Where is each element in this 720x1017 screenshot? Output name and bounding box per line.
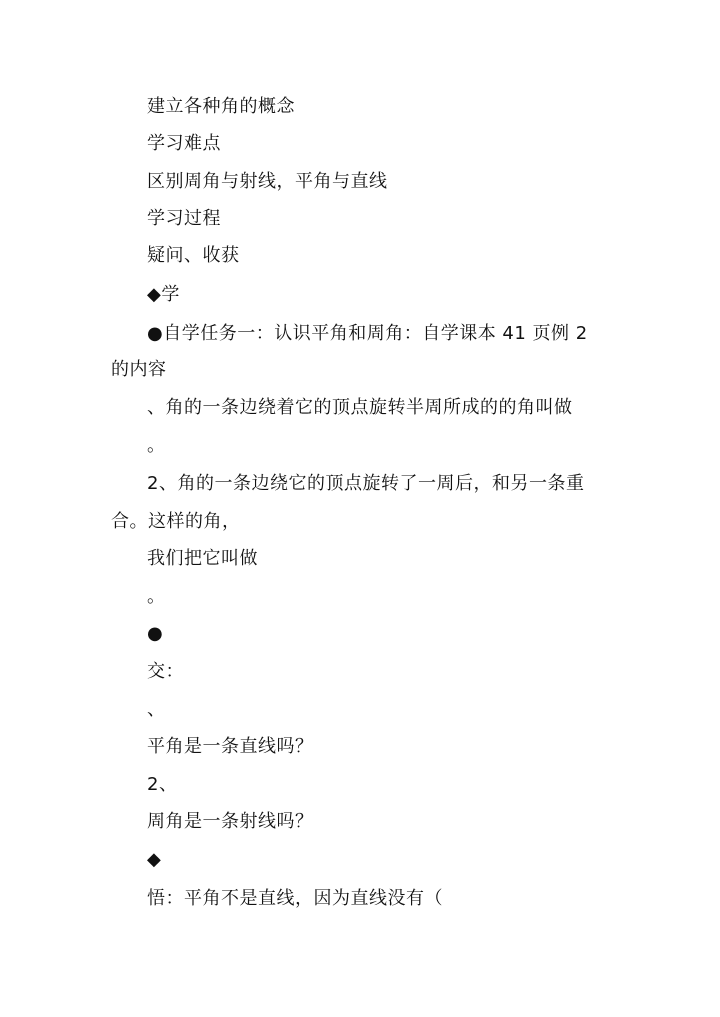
heading-difficulty: 学习难点 <box>147 133 221 154</box>
question-full-turn: 2、角的一条边绕它的顶点旋转了一周后，和另一条重 <box>147 473 585 494</box>
question-full-turn-cont: 合。这样的角， <box>111 511 241 532</box>
question-straight-angle: 平角是一条直线吗？ <box>147 736 314 757</box>
text-line-concept: 建立各种角的概念 <box>147 96 295 117</box>
question-half-turn: 、角的一条边绕着它的顶点旋转半周所成的的角叫做 <box>147 397 573 418</box>
bullet-marker: ● <box>147 623 164 644</box>
text-line-realize: 悟：平角不是直线，因为直线没有（ <box>147 888 443 909</box>
section-marker-diamond: ◆ <box>147 849 162 870</box>
text-line-distinguish: 区别周角与射线，平角与直线 <box>147 171 388 192</box>
task-one-continuation: 的内容 <box>111 359 167 380</box>
list-marker-1: 、 <box>147 699 166 720</box>
list-marker-2: 2、 <box>147 774 178 795</box>
section-marker-learn: ◆学 <box>147 284 180 305</box>
blank-period-1: 。 <box>147 435 166 456</box>
question-round-angle: 周角是一条射线吗？ <box>147 811 314 832</box>
heading-process: 学习过程 <box>147 208 221 229</box>
blank-period-2: 。 <box>147 586 166 607</box>
text-line-questions: 疑问、收获 <box>147 245 240 266</box>
task-one-line: ●自学任务一：认识平角和周角：自学课本 41 页例 2 <box>147 323 588 344</box>
text-line-call-it: 我们把它叫做 <box>147 548 258 569</box>
section-exchange: 交： <box>147 661 184 682</box>
